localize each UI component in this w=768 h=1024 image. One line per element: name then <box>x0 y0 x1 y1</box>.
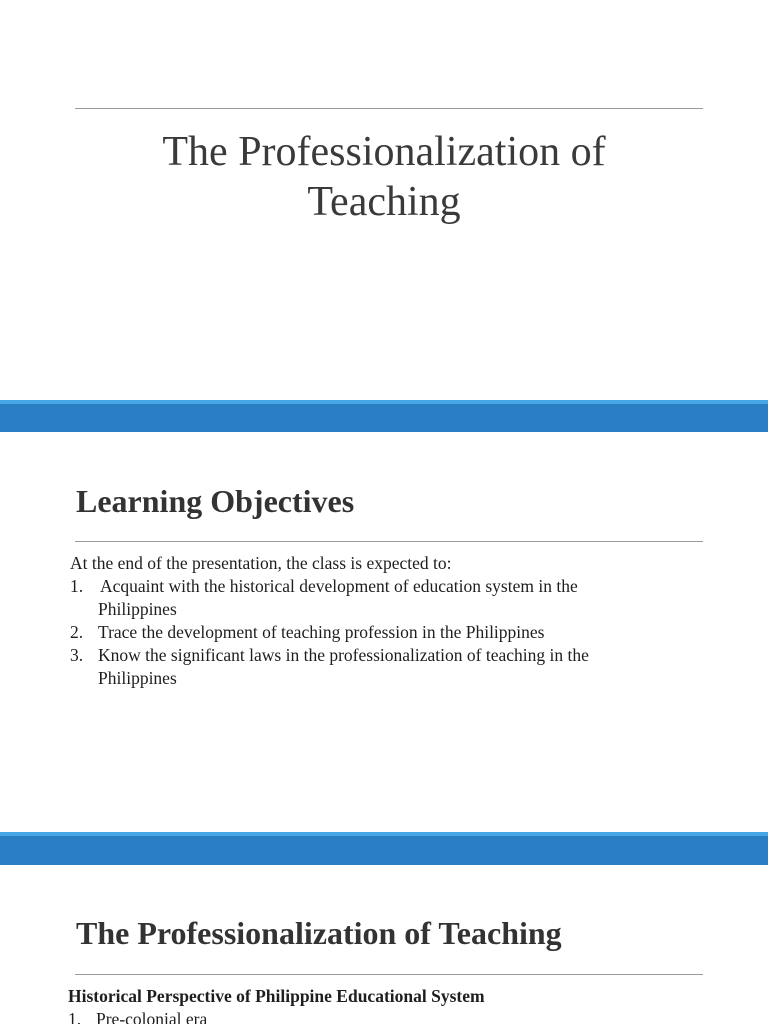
objectives-list <box>70 575 710 690</box>
slide-separator-band <box>0 832 768 865</box>
title-line-2: Teaching <box>307 179 461 225</box>
slide-separator-band <box>0 400 768 432</box>
objectives-rule <box>75 541 703 542</box>
objectives-intro: At the end of the presentation, the class is expected to: <box>70 553 452 573</box>
objective-item: 1. Acquaint with the historical development of education system in the Philippines <box>70 576 578 619</box>
history-body <box>68 985 708 1024</box>
objectives-heading: Learning Objectives <box>76 483 355 519</box>
history-list <box>68 1008 708 1024</box>
objectives-body <box>70 552 710 690</box>
title-slide <box>0 0 768 400</box>
history-rule <box>75 974 703 975</box>
objectives-slide <box>0 432 768 832</box>
history-item: 1. Pre-colonial era <box>68 1009 208 1024</box>
objective-item: 2. Trace the development of teaching profession in the Philippines <box>70 622 545 642</box>
history-subheading: Historical Perspective of Philippine Educational System <box>68 986 485 1006</box>
objective-item: 3. Know the significant laws in the professionalization of teaching in the Philippines <box>70 645 589 688</box>
title-top-rule <box>75 108 703 109</box>
history-heading: The Professionalization of Teaching <box>76 915 562 951</box>
history-slide <box>0 865 768 1024</box>
title-line-1: The Professionalization of <box>162 129 606 175</box>
